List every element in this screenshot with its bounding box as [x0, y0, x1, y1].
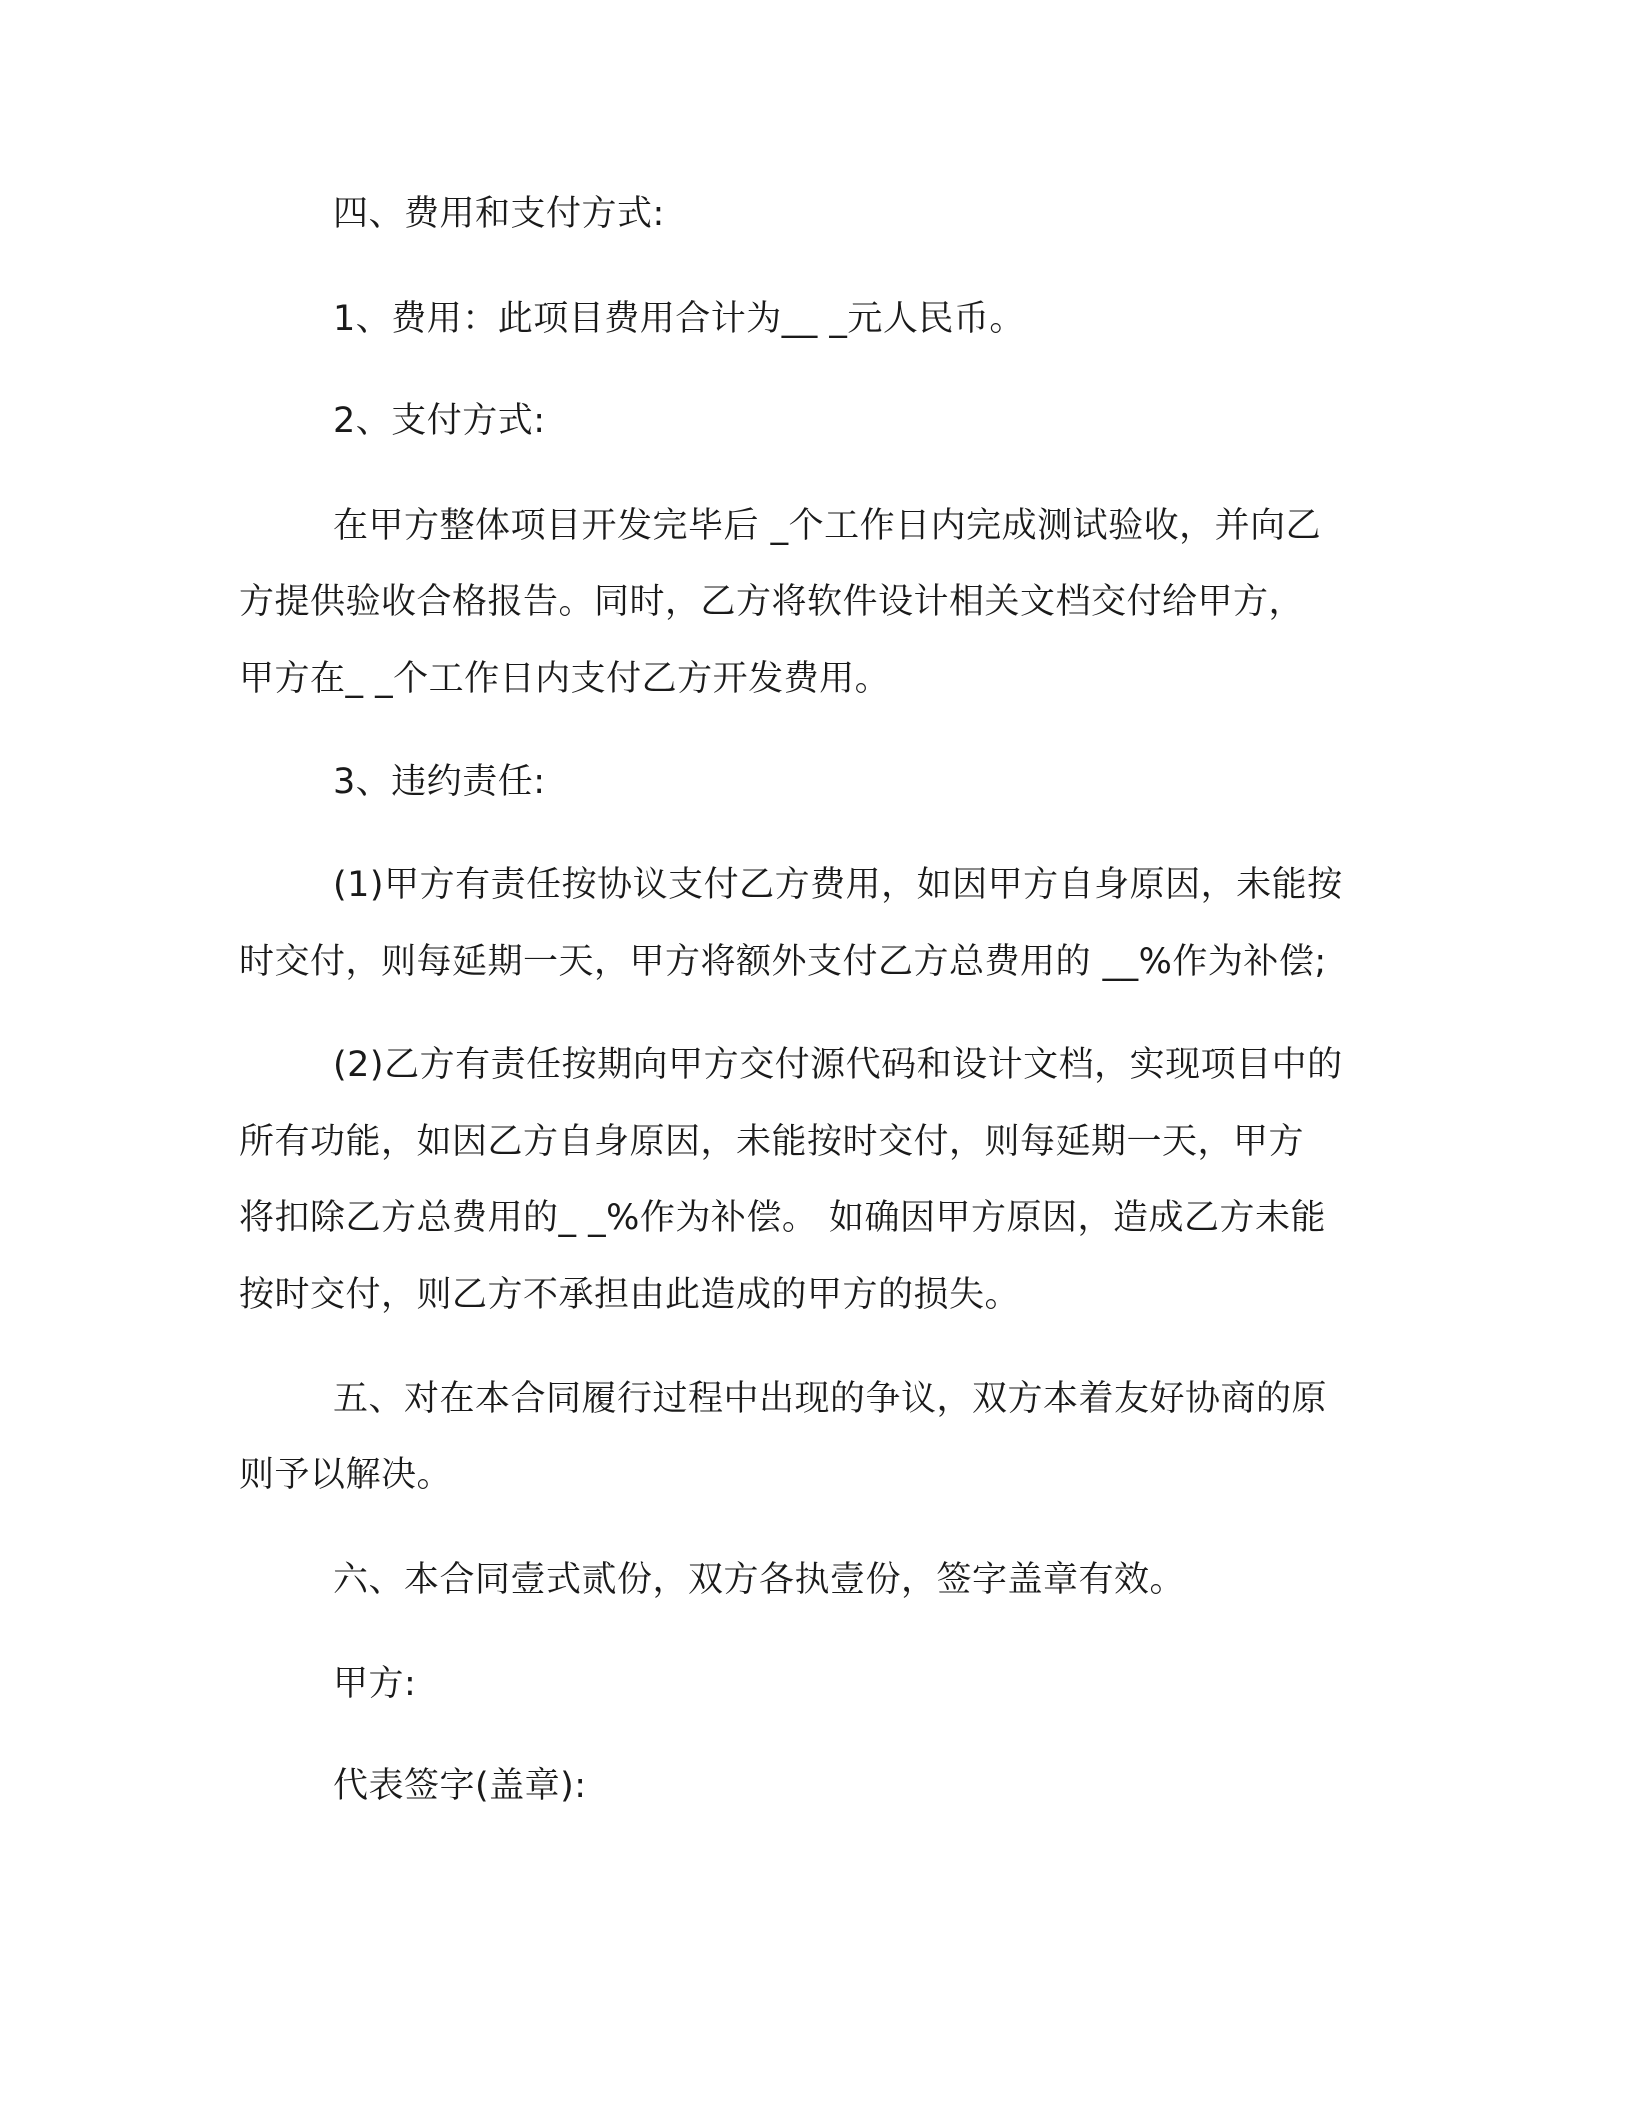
- liability-heading: 3、违约责任:: [333, 762, 546, 802]
- payment-method-heading: 2、支付方式:: [333, 401, 546, 441]
- liability-item-2-line-4: 按时交付，则乙方不承担由此造成的甲方的损失。: [239, 1275, 1021, 1315]
- payment-paragraph-line-2: 方提供验收合格报告。同时，乙方将软件设计相关文档交付给甲方，: [239, 582, 1305, 622]
- section-6: 六、本合同壹式贰份，双方各执壹份，签字盖章有效。: [333, 1560, 1186, 1600]
- section-5-line-1: 五、对在本合同履行过程中出现的争议，双方本着友好协商的原: [333, 1379, 1328, 1419]
- liability-item-1-line-1: (1)甲方有责任按协议支付乙方费用，如因甲方自身原因，未能按: [333, 865, 1343, 905]
- section-4-heading: 四、费用和支付方式:: [333, 194, 665, 234]
- liability-item-2-line-2: 所有功能，如因乙方自身原因，未能按时交付，则每延期一天，甲方: [239, 1122, 1305, 1162]
- liability-item-2-line-3: 将扣除乙方总费用的_ _%作为补偿。 如确因甲方原因，造成乙方未能: [239, 1198, 1327, 1238]
- party-a-label: 甲方:: [333, 1664, 417, 1704]
- payment-paragraph-line-1: 在甲方整体项目开发完毕后 _个工作日内完成测试验收，并向乙: [333, 506, 1322, 546]
- representative-signature-label: 代表签字(盖章):: [333, 1766, 587, 1806]
- fee-clause: 1、费用：此项目费用合计为__ _元人民币。: [333, 299, 1025, 339]
- section-5-line-2: 则予以解决。: [239, 1455, 453, 1495]
- liability-item-1-line-2: 时交付，则每延期一天，甲方将额外支付乙方总费用的 __%作为补偿;: [239, 942, 1327, 982]
- liability-item-2-line-1: (2)乙方有责任按期向甲方交付源代码和设计文档，实现项目中的: [333, 1045, 1343, 1085]
- payment-paragraph-line-3: 甲方在_ _个工作日内支付乙方开发费用。: [239, 659, 891, 699]
